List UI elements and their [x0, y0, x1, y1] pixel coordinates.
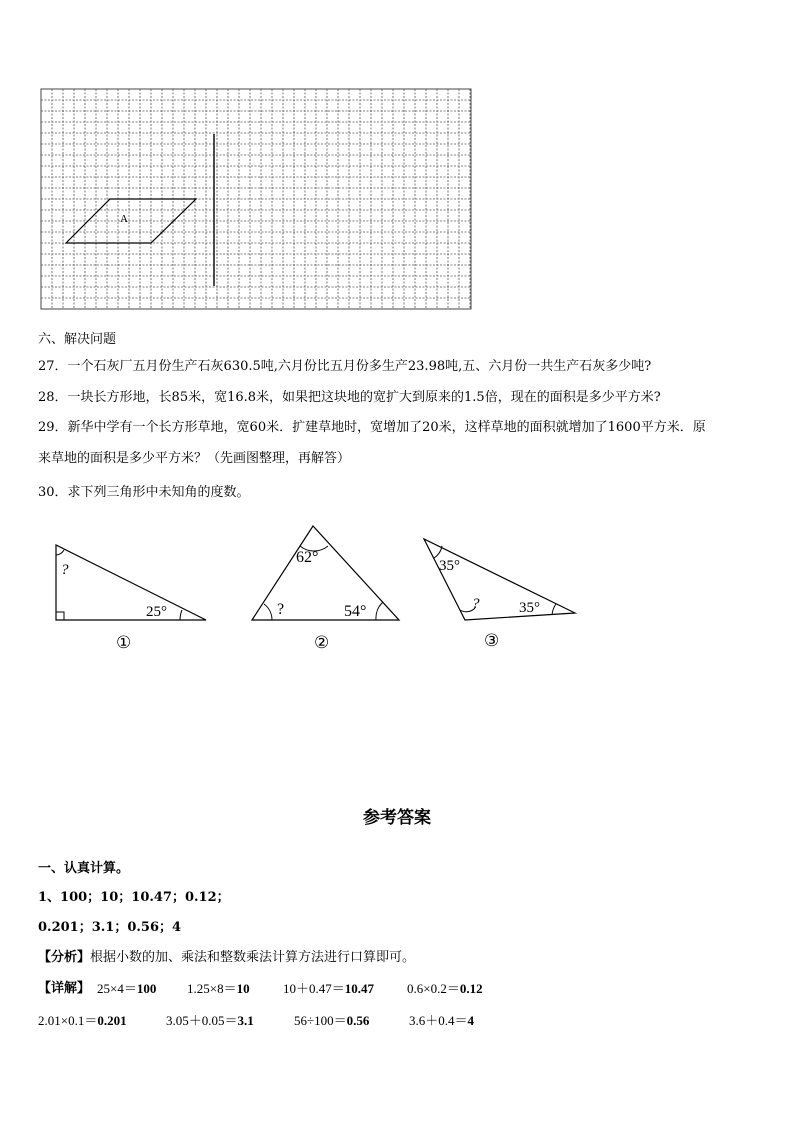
- triangle-3-angle-right: 35°: [519, 600, 540, 616]
- question-27: 27．一个石灰厂五月份生产石灰630.5吨,六月份比五月份多生产23.98吨,五、六月份一共生产石灰多少吨?: [38, 359, 652, 374]
- triangles-figure: [40, 518, 600, 658]
- equation: 56÷100＝0.56: [294, 1013, 370, 1028]
- triangle-2-angle-top: 62°: [296, 549, 319, 566]
- triangle-1: [56, 545, 206, 652]
- analysis-line: [38, 946, 415, 965]
- analysis-tag: 【分析】: [38, 950, 91, 965]
- question-29-line2: 来草地的面积是多少平方米？（先画图整理，再解答）: [38, 451, 351, 466]
- question-29-line1: 29．新华中学有一个长方形草地，宽60米．扩建草地时，宽增加了20米，这样草地的面积就增加了1600平方米．原: [38, 420, 706, 435]
- equation: 3.6＋0.4＝4: [409, 1013, 475, 1028]
- analysis-text: 根据小数的加、乘法和整数乘法计算方法进行口算即可。: [90, 950, 416, 965]
- triangle-3-label: ③: [484, 631, 500, 650]
- grid-figure: [40, 88, 472, 312]
- triangle-3-angle-top: 35°: [439, 558, 460, 574]
- question-30: 30．求下列三角形中未知角的度数。: [38, 485, 250, 500]
- triangle-2-label: ②: [314, 633, 330, 652]
- answers-title: 参考答案: [363, 808, 431, 828]
- shape-label-a: A: [120, 213, 128, 225]
- triangle-1-angle-top: ?: [61, 562, 69, 578]
- question-28: 28．一块长方形地，长85米，宽16.8米，如果把这块地的宽扩大到原来的1.5倍，现在的面积是多少平方米?: [38, 390, 661, 405]
- equation: 10＋0.47＝10.47: [283, 981, 375, 996]
- detail-line: [38, 977, 90, 996]
- equation: 25×4＝100: [97, 981, 157, 996]
- answers-line2: 0.201；3.1；0.56；4: [38, 920, 182, 935]
- triangle-3-angle-bottom: ?: [472, 596, 480, 612]
- parallelogram-a: [66, 199, 196, 243]
- grid-lines: [41, 89, 471, 309]
- triangle-3: [424, 539, 575, 650]
- equation: 2.01×0.1＝0.201: [38, 1013, 127, 1028]
- triangle-2-angle-right: 54°: [344, 603, 367, 620]
- triangle-2-angle-left: ?: [277, 601, 285, 618]
- equation: 0.6×0.2＝0.12: [407, 981, 483, 996]
- detail-tag: 【详解】: [38, 981, 91, 996]
- equation: 3.05＋0.05＝3.1: [166, 1013, 254, 1028]
- answers-section1: 一、认真计算。: [38, 861, 130, 876]
- triangle-1-angle-right: 25°: [146, 604, 167, 620]
- section6-heading: 六、解决问题: [38, 332, 117, 347]
- triangle-2: [252, 526, 399, 652]
- equation: 1.25×8＝10: [187, 981, 250, 996]
- triangle-1-label: ①: [116, 633, 132, 652]
- answers-line1: 1、100；10；10.47；0.12；: [38, 890, 230, 905]
